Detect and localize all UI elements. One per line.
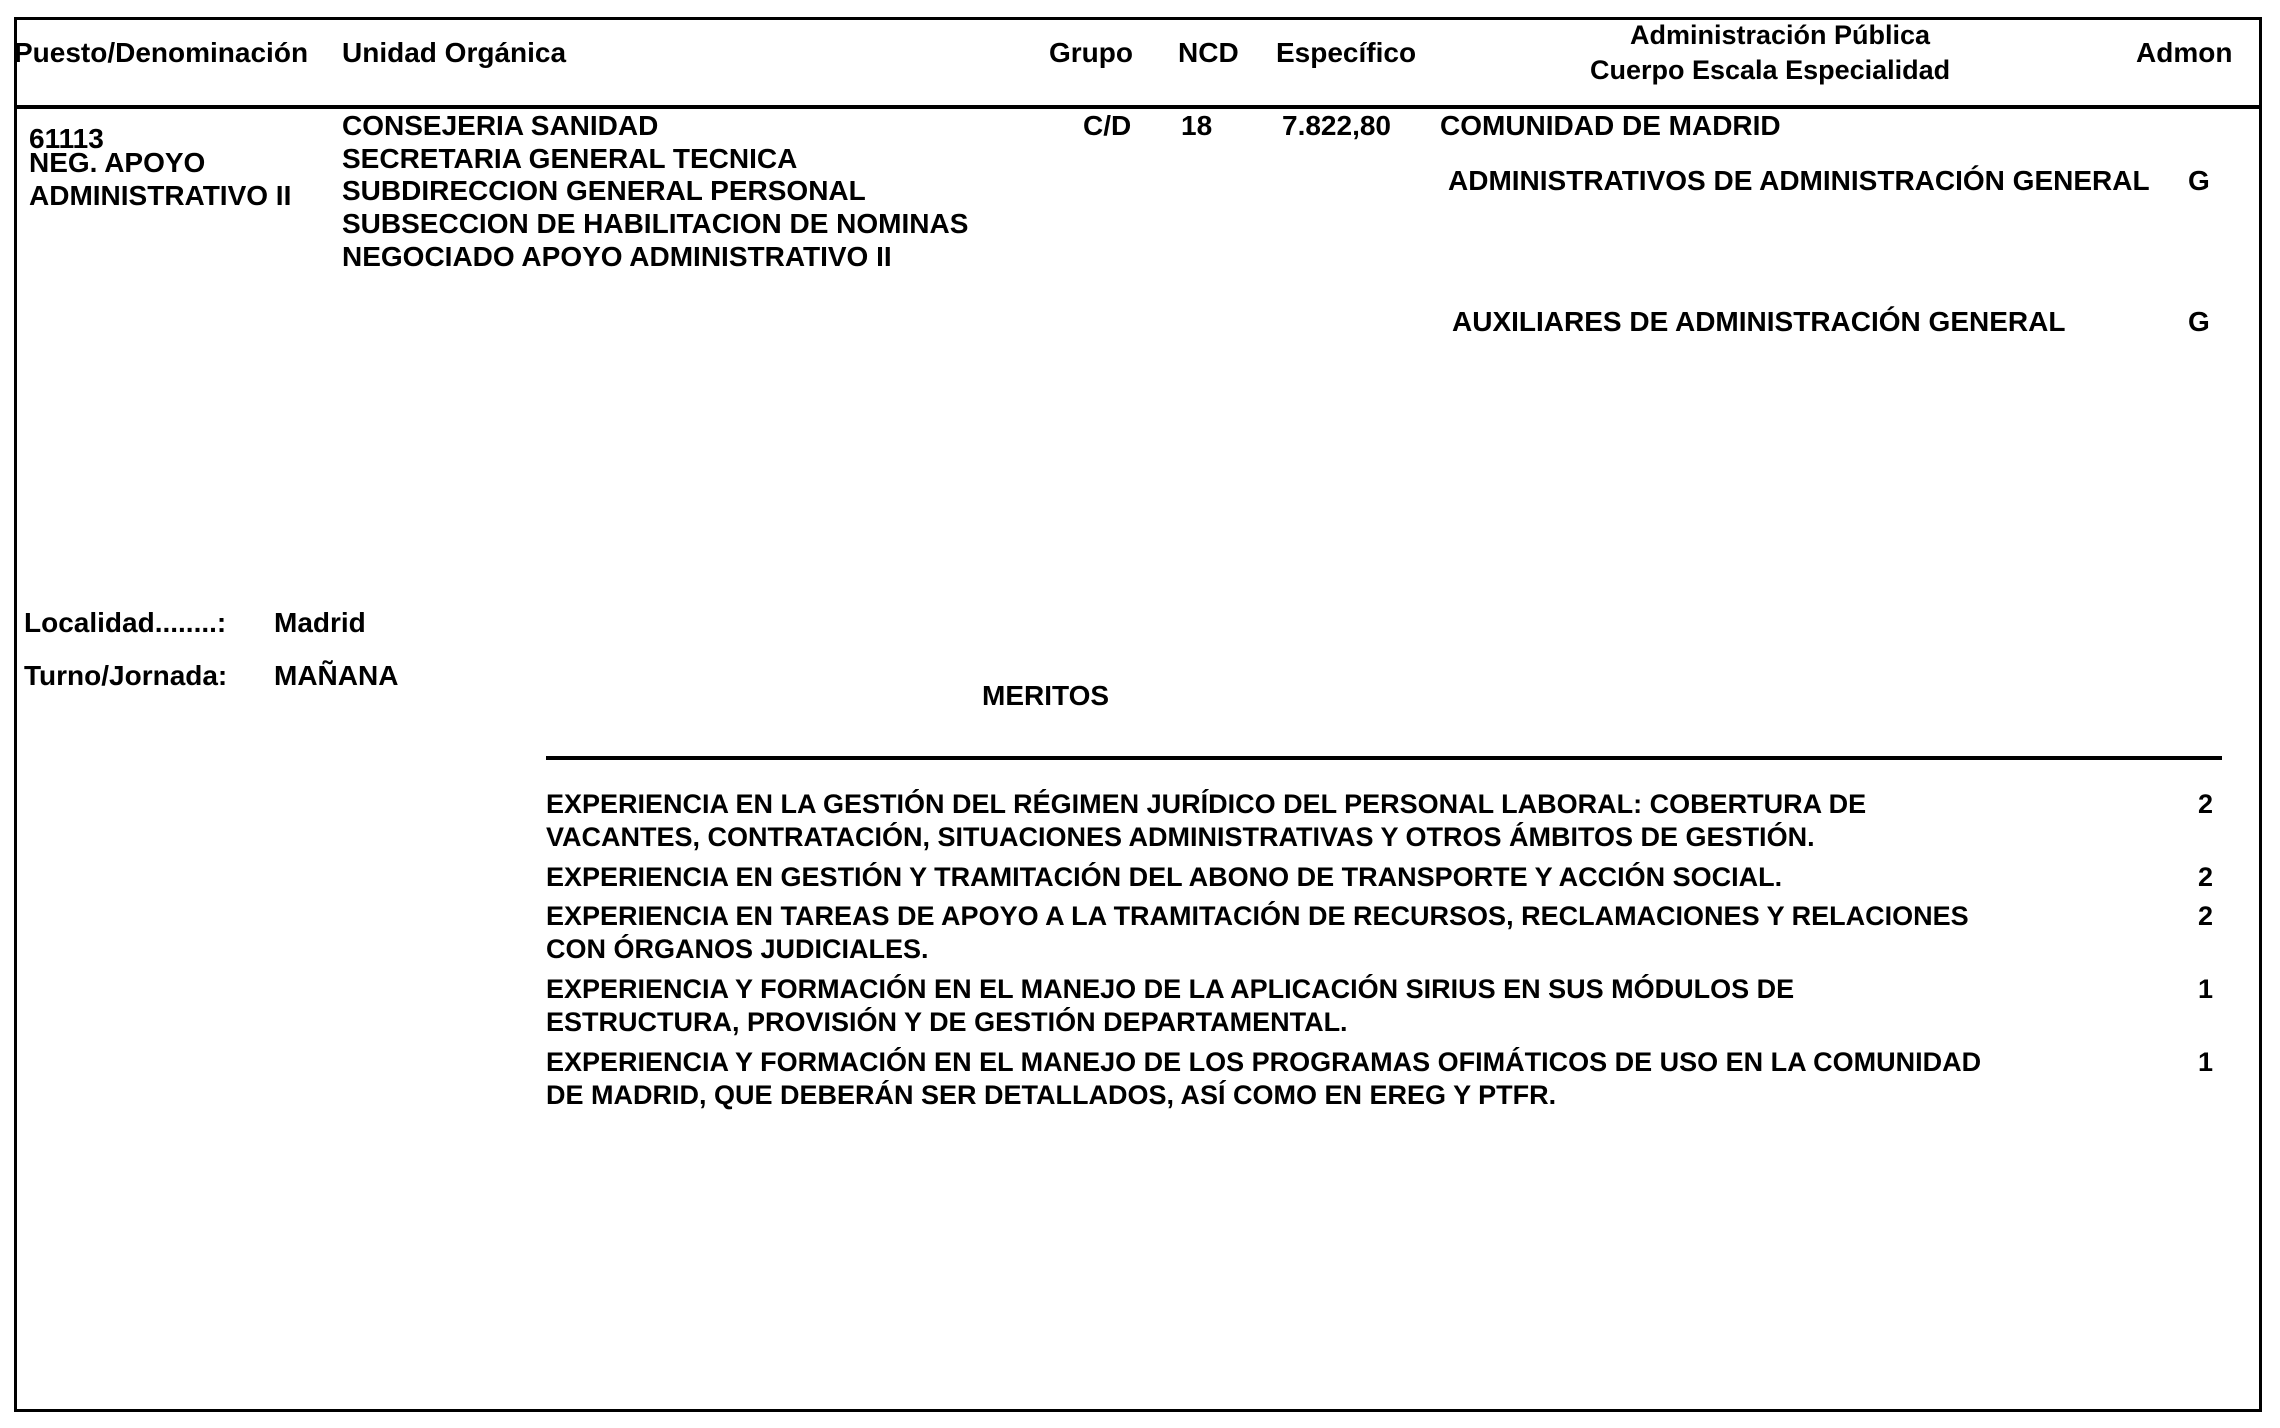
unidad-line: NEGOCIADO APOYO ADMINISTRATIVO II (342, 241, 892, 272)
merito-item (546, 900, 2086, 966)
merito-line: EXPERIENCIA EN TAREAS DE APOYO A LA TRAMITACIÓN DE RECURSOS, RECLAMACIONES Y RELACIONES (546, 901, 1969, 931)
turno-value: MAÑANA (274, 660, 399, 691)
merito-line: CON ÓRGANOS JUDICIALES. (546, 934, 929, 964)
meritos-rule (546, 756, 2222, 760)
unidad-line: SUBDIRECCION GENERAL PERSONAL (342, 175, 866, 206)
header-cuerpo-escala: Cuerpo Escala Especialidad (1590, 55, 1951, 85)
especifico-value: 7.822,80 (1282, 110, 1391, 141)
cuerpo-nombre: ADMINISTRATIVOS DE ADMINISTRACIÓN GENERAL (1448, 165, 2150, 196)
merito-line: EXPERIENCIA Y FORMACIÓN EN EL MANEJO DE LA APLICACIÓN SIRIUS EN SUS MÓDULOS DE (546, 974, 1795, 1004)
localidad-value: Madrid (274, 607, 366, 638)
merito-puntos: 2 (2198, 862, 2214, 892)
puesto-denominacion-1: NEG. APOYO (29, 147, 206, 178)
unidad-line: SUBSECCION DE HABILITACION DE NOMINAS (342, 208, 969, 239)
puesto-codigo: 61113 (29, 123, 104, 154)
unidad-line: CONSEJERIA SANIDAD (342, 110, 659, 141)
grupo-value: C/D (1083, 110, 1132, 141)
meritos-title: MERITOS (982, 680, 1110, 711)
merito-line: EXPERIENCIA EN LA GESTIÓN DEL RÉGIMEN JURÍDICO DEL PERSONAL LABORAL: COBERTURA DE (546, 789, 1867, 819)
unidad-line: SECRETARIA GENERAL TECNICA (342, 143, 798, 174)
localidad-label: Localidad........: (24, 607, 227, 638)
ncd-value: 18 (1181, 110, 1213, 141)
merito-line: EXPERIENCIA Y FORMACIÓN EN EL MANEJO DE LOS PROGRAMAS OFIMÁTICOS DE USO EN LA COMUNIDAD (546, 1047, 1982, 1077)
header-especifico: Específico (1276, 37, 1417, 68)
header-admin-publica: Administración Pública (1630, 20, 1931, 50)
merito-item (546, 788, 2086, 854)
header-admon: Admon (2136, 37, 2233, 68)
merito-line: VACANTES, CONTRATACIÓN, SITUACIONES ADMINISTRATIVAS Y OTROS ÁMBITOS DE GESTIÓN. (546, 822, 1815, 852)
merito-puntos: 1 (2198, 1047, 2214, 1077)
cuerpo-nombre: AUXILIARES DE ADMINISTRACIÓN GENERAL (1452, 306, 2066, 337)
header-puesto: Puesto/Denominación (14, 37, 309, 68)
administracion-value: COMUNIDAD DE MADRID (1440, 110, 1781, 141)
merito-item (546, 973, 2086, 1039)
cuerpo-admon: G (2188, 165, 2210, 196)
merito-puntos: 2 (2198, 901, 2214, 931)
merito-item (546, 861, 2086, 894)
merito-puntos: 2 (2198, 789, 2214, 819)
puesto-denominacion-2: ADMINISTRATIVO II (29, 180, 292, 211)
cuerpo-admon: G (2188, 306, 2210, 337)
header-grupo: Grupo (1049, 37, 1133, 68)
turno-label: Turno/Jornada: (24, 660, 228, 691)
merito-line: ESTRUCTURA, PROVISIÓN Y DE GESTIÓN DEPARTAMENTAL. (546, 1007, 1348, 1037)
header-divider (14, 105, 2262, 109)
merito-line: DE MADRID, QUE DEBERÁN SER DETALLADOS, ASÍ COMO EN EREG Y PTFR. (546, 1080, 1557, 1110)
merito-puntos: 1 (2198, 974, 2214, 1004)
merito-line: EXPERIENCIA EN GESTIÓN Y TRAMITACIÓN DEL ABONO DE TRANSPORTE Y ACCIÓN SOCIAL. (546, 862, 1783, 892)
header-unidad: Unidad Orgánica (342, 37, 567, 68)
merito-item (546, 1046, 2086, 1112)
header-ncd: NCD (1178, 37, 1239, 68)
